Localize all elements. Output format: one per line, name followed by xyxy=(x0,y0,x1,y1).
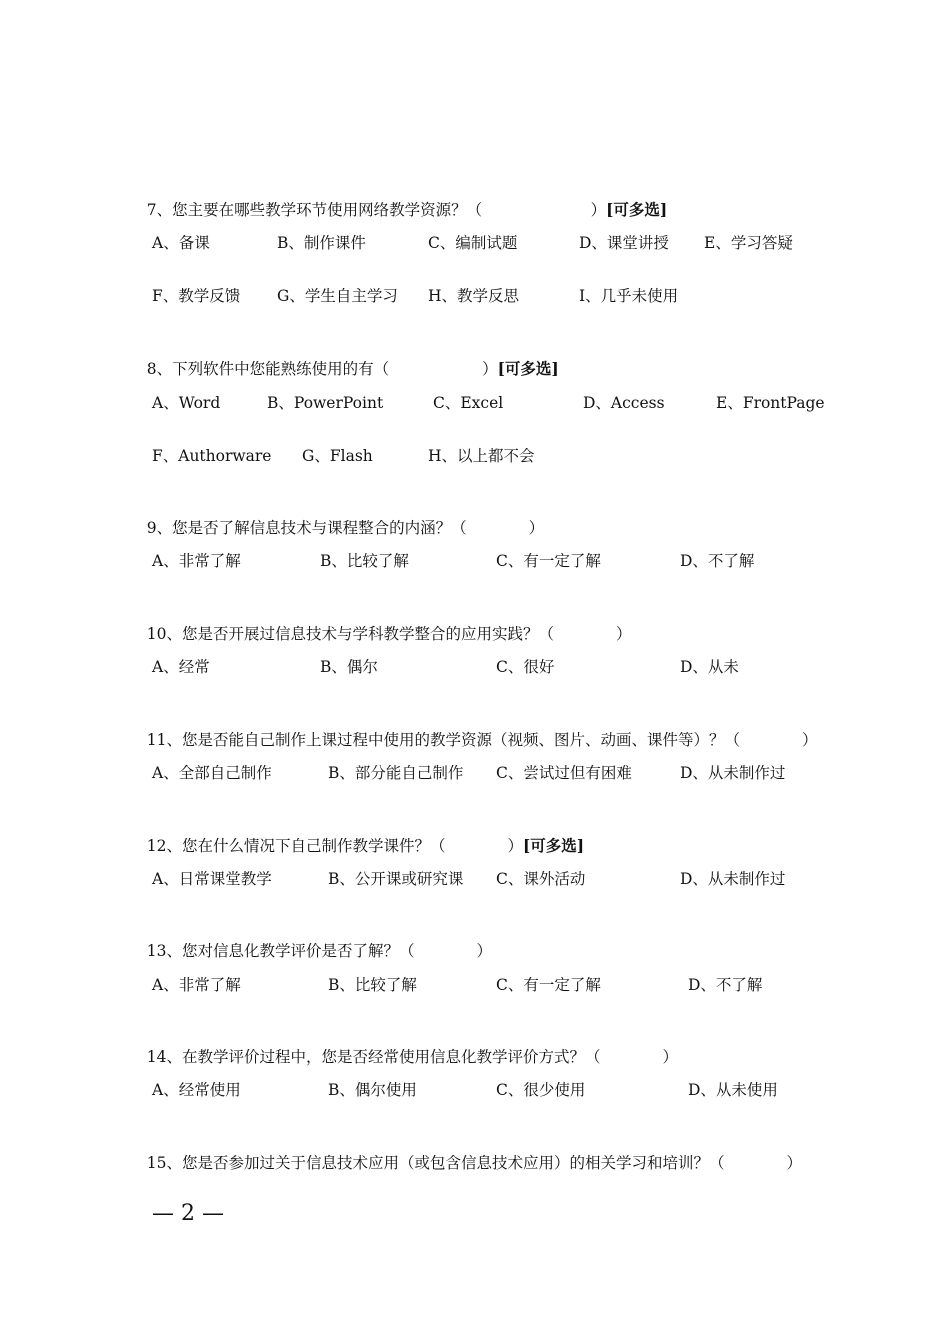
question-7 xyxy=(127,180,667,240)
option: G、Flash xyxy=(302,447,373,465)
option: A、备课 xyxy=(152,234,210,252)
option: D、从未 xyxy=(680,658,739,676)
option: E、FrontPage xyxy=(716,394,825,412)
option: E、学习答疑 xyxy=(704,234,793,252)
option: A、Word xyxy=(152,394,221,412)
option: C、有一定了解 xyxy=(496,552,601,570)
question-10 xyxy=(127,604,631,664)
option: A、经常使用 xyxy=(152,1081,241,1099)
option: B、比较了解 xyxy=(328,976,417,994)
page-number: — 2 — xyxy=(152,1201,224,1226)
option: C、尝试过但有困难 xyxy=(496,764,632,782)
option: D、Access xyxy=(583,394,665,412)
question-15 xyxy=(127,1133,802,1193)
option: B、比较了解 xyxy=(320,552,409,570)
question-8 xyxy=(127,339,559,399)
option: D、从未制作过 xyxy=(680,764,786,782)
option: A、日常课堂教学 xyxy=(152,870,272,888)
question-text: 14、在教学评价过程中，您是否经常使用信息化教学评价方式？（ ） xyxy=(146,1048,678,1066)
option: B、制作课件 xyxy=(277,234,366,252)
multi-select-tag: [可多选] xyxy=(522,836,585,855)
option: F、Authorware xyxy=(152,447,272,465)
question-13 xyxy=(127,921,492,981)
option: G、学生自主学习 xyxy=(277,287,398,305)
option: A、经常 xyxy=(152,658,210,676)
option: C、很少使用 xyxy=(496,1081,586,1099)
option: A、全部自己制作 xyxy=(152,764,272,782)
question-text: 8、下列软件中您能熟练使用的有（ ） xyxy=(146,360,498,378)
question-text: 13、您对信息化教学评价是否了解？（ ） xyxy=(146,942,492,960)
option: C、很好 xyxy=(496,658,555,676)
question-9 xyxy=(127,498,544,558)
question-text: 10、您是否开展过信息技术与学科教学整合的应用实践？（ ） xyxy=(146,625,632,643)
option: D、不了解 xyxy=(680,552,755,570)
option: C、课外活动 xyxy=(496,870,586,888)
option: A、非常了解 xyxy=(152,976,241,994)
option: C、有一定了解 xyxy=(496,976,601,994)
option: H、以上都不会 xyxy=(428,447,535,465)
option: D、从未制作过 xyxy=(680,870,786,888)
option: F、教学反馈 xyxy=(152,287,241,305)
question-text: 7、您主要在哪些教学环节使用网络教学资源？（ ） xyxy=(146,201,607,219)
question-text: 11、您是否能自己制作上课过程中使用的教学资源（视频、图片、动画、课件等）？（ ） xyxy=(146,731,818,749)
option: C、编制试题 xyxy=(428,234,518,252)
multi-select-tag: [可多选] xyxy=(606,200,668,219)
option: I、几乎未使用 xyxy=(579,287,679,305)
option: B、偶尔使用 xyxy=(328,1081,417,1099)
question-text: 15、您是否参加过关于信息技术应用（或包含信息技术应用）的相关学习和培训？（ ） xyxy=(146,1154,802,1172)
multi-select-tag: [可多选] xyxy=(497,359,559,378)
option: C、Excel xyxy=(433,394,504,412)
option: D、课堂讲授 xyxy=(579,234,669,252)
option: B、部分能自己制作 xyxy=(328,764,464,782)
option: B、偶尔 xyxy=(320,658,378,676)
question-text: 9、您是否了解信息技术与课程整合的内涵？（ ） xyxy=(146,519,545,537)
option: H、教学反思 xyxy=(428,287,520,305)
option: A、非常了解 xyxy=(152,552,241,570)
question-12 xyxy=(127,816,584,876)
question-text: 12、您在什么情况下自己制作教学课件？（ ） xyxy=(146,837,523,855)
question-11 xyxy=(127,710,817,770)
option: B、PowerPoint xyxy=(267,394,384,412)
question-14 xyxy=(127,1027,678,1087)
option: D、从未使用 xyxy=(688,1081,778,1099)
option: B、公开课或研究课 xyxy=(328,870,464,888)
option: D、不了解 xyxy=(688,976,763,994)
